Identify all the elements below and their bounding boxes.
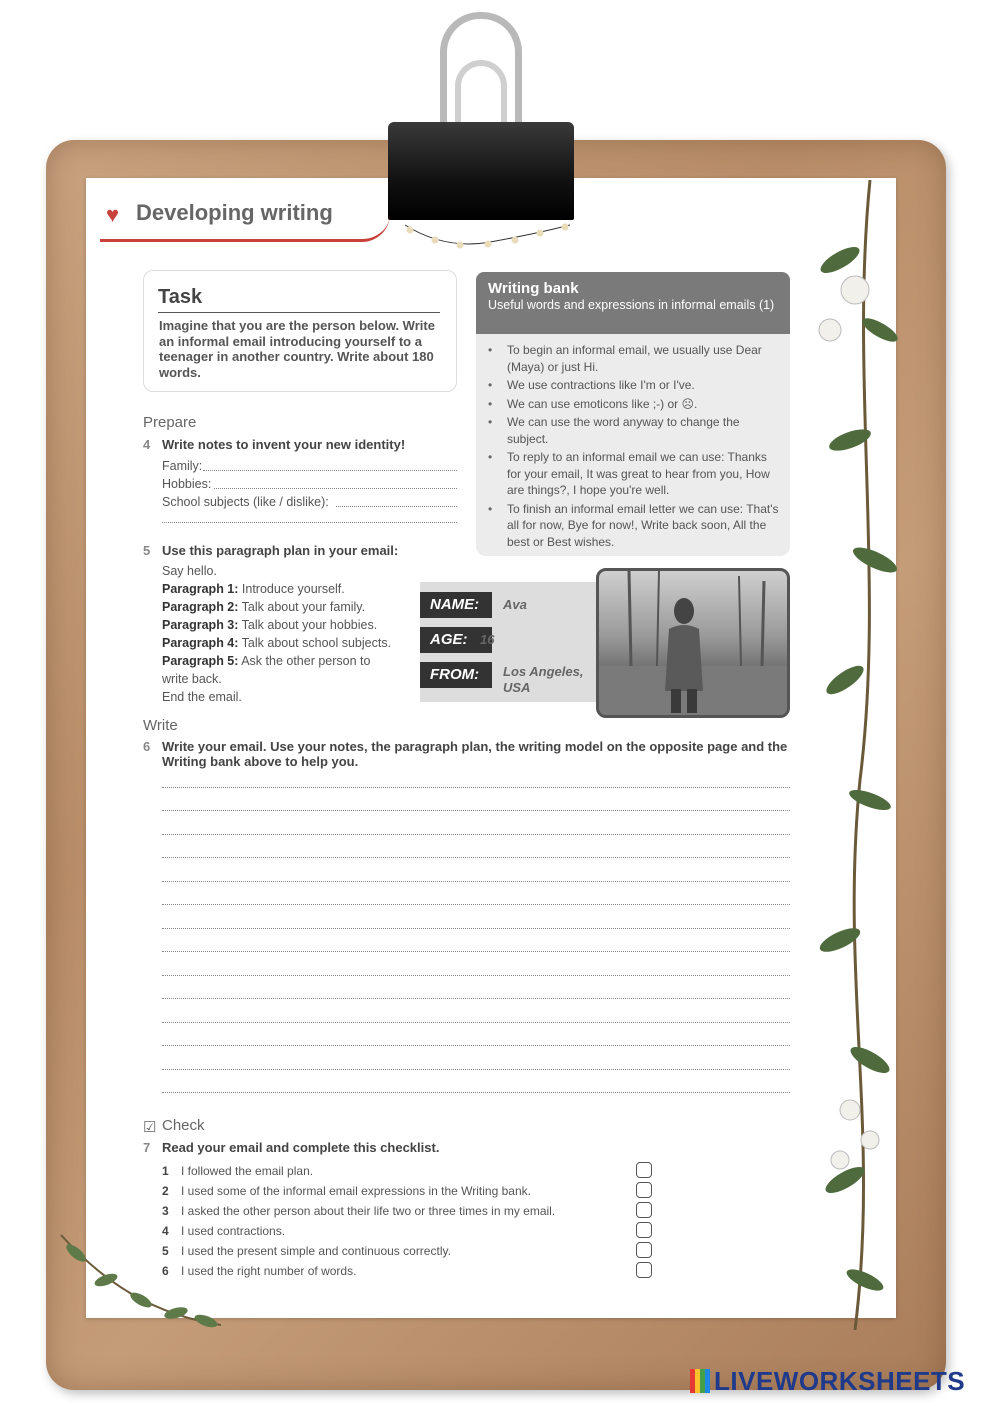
school-subjects-answer-line[interactable]: [336, 506, 457, 507]
list-item: • We can use emoticons like ;-) or ☹.: [488, 396, 784, 413]
question-4: Write notes to invent your new identity!: [162, 437, 406, 452]
plan-text: Talk about your family.: [241, 600, 366, 614]
hobbies-answer-line[interactable]: [214, 488, 457, 489]
field-label-hobbies: Hobbies:: [162, 477, 212, 491]
plan-label: Paragraph 2:: [162, 600, 239, 614]
writing-bank-title: Writing bank: [488, 280, 579, 297]
section-header: [100, 196, 390, 242]
list-item: • To finish an informal email letter we can use: That's all for now, Bye for now!, Write back soon, All the best or Best wishes.: [488, 501, 784, 551]
field-label-family: Family:: [162, 459, 203, 473]
leaf-branch-decoration: [56, 1225, 226, 1345]
item-number: 1: [162, 1164, 169, 1178]
plan-text: Talk about school subjects.: [241, 636, 392, 650]
question-number: 6: [143, 739, 151, 754]
task-title: Task: [158, 286, 203, 308]
question-7: Read your email and complete this checklist.: [162, 1140, 440, 1155]
checklist-checkbox-4[interactable]: [636, 1222, 652, 1238]
list-item: • We use contractions like I'm or I've.: [488, 377, 784, 394]
checklist-checkbox-3[interactable]: [636, 1202, 652, 1218]
plan-intro: Say hello.: [162, 564, 217, 578]
writing-line[interactable]: [162, 881, 790, 882]
plan-item: [162, 634, 402, 652]
plan-item: [162, 598, 402, 616]
writing-line[interactable]: [162, 1069, 790, 1070]
plan-end: End the email.: [162, 690, 242, 704]
profile-photo: [596, 568, 790, 718]
extra-answer-line[interactable]: [162, 522, 457, 523]
from-value: Los Angeles, USA: [503, 664, 584, 695]
writing-line[interactable]: [162, 975, 790, 976]
check-heading: Check: [162, 1117, 205, 1134]
writing-line[interactable]: [162, 1022, 790, 1023]
plan-text: Talk about your hobbies.: [241, 618, 378, 632]
checklist-checkbox-1[interactable]: [636, 1162, 652, 1178]
writing-line[interactable]: [162, 810, 790, 811]
plan-label: Paragraph 3:: [162, 618, 239, 632]
checklist-checkbox-2[interactable]: [636, 1182, 652, 1198]
item-number: 4: [162, 1224, 169, 1238]
writing-bank-header: [476, 272, 790, 334]
item-number: 2: [162, 1184, 169, 1198]
writing-line[interactable]: [162, 834, 790, 835]
item-text: I followed the email plan.: [181, 1164, 314, 1178]
age-value: 16: [480, 632, 495, 647]
heart-icon: ♥: [106, 202, 120, 227]
brand-text: LIVEWORKSHEETS: [714, 1366, 966, 1396]
item-number: 5: [162, 1244, 169, 1258]
list-item: [162, 1201, 555, 1221]
checklist-checkbox-5[interactable]: [636, 1242, 652, 1258]
writing-line[interactable]: [162, 998, 790, 999]
item-text: I used the present simple and continuous correctly.: [181, 1244, 451, 1258]
item-number: 6: [162, 1264, 169, 1278]
task-text: Imagine that you are the person below. Write an informal email introducing yourself to a teenager in another country. Write about 180 words.: [159, 318, 435, 380]
item-text: I asked the other person about their life two or three times in my email.: [181, 1204, 556, 1218]
page-title: Developing writing: [136, 200, 333, 225]
writing-bank-list: [488, 342, 784, 552]
list-item: • To reply to an informal email we can use: Thanks for your email, It was great to hear from you, How are things?, I hope you're well.: [488, 449, 784, 499]
from-label: FROM:: [420, 662, 492, 688]
writing-line[interactable]: [162, 787, 790, 788]
question-6: Write your email. Use your notes, the paragraph plan, the writing model on the opposite page and the Writing bank above to help you.: [162, 739, 788, 769]
name-label: NAME:: [420, 592, 492, 618]
item-text: I used contractions.: [181, 1224, 286, 1238]
question-5: Use this paragraph plan in your email:: [162, 543, 399, 558]
list-item: [162, 1161, 555, 1181]
item-text: I used some of the informal email expressions in the Writing bank.: [181, 1184, 531, 1198]
question-number: 5: [143, 543, 151, 558]
liveworksheets-logo: [690, 1366, 965, 1397]
street-scene-image: [599, 571, 790, 718]
binder-clip: [388, 122, 574, 220]
writing-line[interactable]: [162, 951, 790, 952]
write-heading: Write: [143, 717, 178, 734]
string-lights-decoration: [400, 220, 575, 260]
plan-label: Paragraph 5:: [162, 654, 239, 668]
list-item: • We can use the word anyway to change the subject.: [488, 414, 784, 447]
family-answer-line[interactable]: [203, 470, 457, 471]
checklist-checkbox-6[interactable]: [636, 1262, 652, 1278]
writing-bank-subtitle: Useful words and expressions in informal emails (1): [488, 298, 775, 312]
writing-line[interactable]: [162, 904, 790, 905]
paragraph-plan: [162, 562, 402, 706]
writing-line[interactable]: [162, 928, 790, 929]
age-label: AGE:: [420, 627, 492, 653]
question-number: 7: [143, 1140, 151, 1155]
plan-text: Ask the other person to write back.: [162, 654, 371, 686]
prepare-heading: Prepare: [143, 414, 197, 431]
plan-label: Paragraph 4:: [162, 636, 239, 650]
question-number: 4: [143, 437, 151, 452]
plan-label: Paragraph 1:: [162, 582, 239, 596]
list-item: • To begin an informal email, we usually use Dear (Maya) or just Hi.: [488, 342, 784, 375]
plan-text: Introduce yourself.: [241, 582, 345, 596]
writing-line[interactable]: [162, 1092, 790, 1093]
list-item: [162, 1181, 555, 1201]
name-value: Ava: [503, 597, 527, 612]
checkmark-icon: ☑: [143, 1119, 157, 1136]
brand-icon: [690, 1369, 710, 1393]
item-number: 3: [162, 1204, 169, 1218]
floral-vine-decoration: [810, 180, 900, 1330]
plan-item: [162, 580, 402, 598]
plan-item: [162, 652, 377, 688]
field-label-school-subjects: School subjects (like / dislike):: [162, 495, 329, 509]
writing-line[interactable]: [162, 857, 790, 858]
item-text: I used the right number of words.: [181, 1264, 357, 1278]
writing-line[interactable]: [162, 1045, 790, 1046]
task-underline: [158, 312, 440, 313]
plan-item: [162, 616, 402, 634]
